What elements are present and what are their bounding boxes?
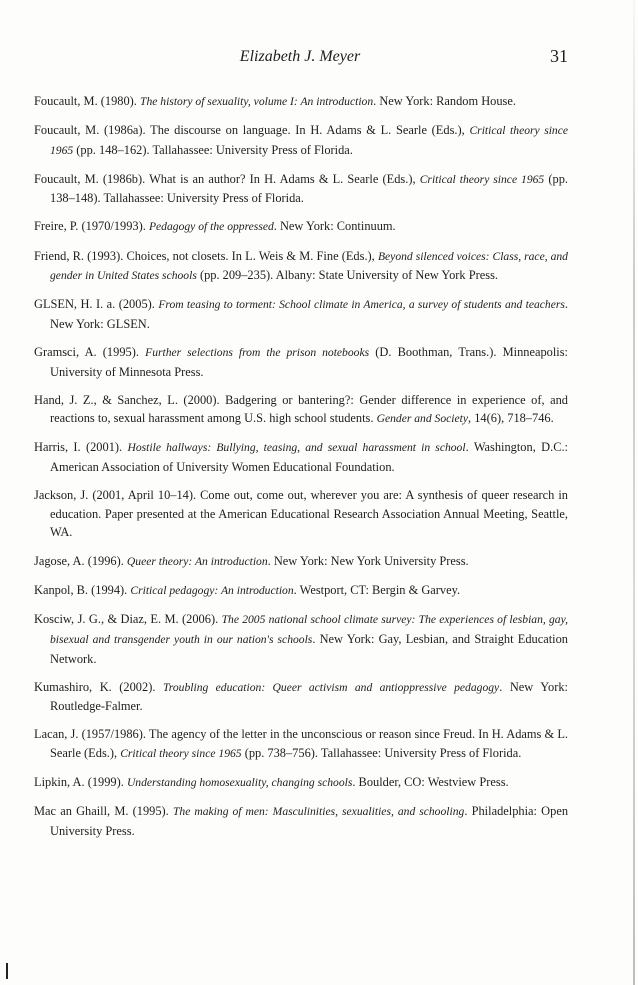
scan-edge-shadow xyxy=(633,0,635,985)
reference-entry: Lipkin, A. (1999). Understanding homosexuality, changing schools. Boulder, CO: Westview Press. xyxy=(34,775,509,790)
reference-entry: Foucault, M. (1986a). The discourse on language. In H. Adams & L. Searle (Eds.), Critical theory since 1965 (pp. 148–162). Tallahassee: University Press of Florida. xyxy=(34,123,569,157)
reference-entry: Kosciw, J. G., & Diaz, E. M. (2006). The 2005 national school climate survey: The experiences of lesbian, gay, bisexual and transgender youth in our nation's schools. New York: Gay, Lesbian, and Straight Education Network. xyxy=(34,612,569,666)
reference-entry: Foucault, M. (1986b). What is an author? In H. Adams & L. Searle (Eds.), Critical theory since 1965 (pp. 138–148). Tallahassee: University Press of Florida. xyxy=(34,171,568,206)
reference-entry: Gramsci, A. (1995). Further selections from the prison notebooks (D. Boothman, Trans.). Minneapolis: University of Minnesota Press. xyxy=(34,344,568,379)
scan-corner-mark xyxy=(6,963,8,979)
reference-entry: Hand, J. Z., & Sanchez, L. (2000). Badgering or bantering?: Gender difference in experience of, and reactions to, sexual harassment among U.S. high school students. Gender and Society, 14(6), 718–746. xyxy=(34,392,568,426)
reference-entry: Friend, R. (1993). Choices, not closets. In L. Weis & M. Fine (Eds.), Beyond silenced voices: Class, race, and gender in United States schools (pp. 209–235). Albany: State University of New York Press. xyxy=(34,248,568,283)
reference-entry: Harris, I. (2001). Hostile hallways: Bullying, teasing, and sexual harassment in school. Washington, D.C.: American Association of University Women Educational Foundation. xyxy=(34,440,569,474)
reference-entry: Foucault, M. (1980). The history of sexuality, volume I: An introduction. New York: Random House. xyxy=(34,94,516,108)
reference-entry: GLSEN, H. I. a. (2005). From teasing to torment: School climate in America, a survey of students and teachers. New York: GLSEN. xyxy=(34,297,568,331)
running-header-author: Elizabeth J. Meyer xyxy=(239,48,361,65)
reference-list xyxy=(34,92,568,850)
page-number: 31 xyxy=(550,46,568,66)
reference-entry: Jackson, J. (2001, April 10–14). Come out, come out, wherever you are: A synthesis of queer research in education. Paper presented at the American Educational Research Association Annual Meeting, Seattle, WA. xyxy=(34,488,568,540)
reference-entry: Jagose, A. (1996). Queer theory: An introduction. New York: New York University Press. xyxy=(34,554,469,569)
reference-entry: Kumashiro, K. (2002). Troubling education: Queer activism and antioppressive pedagogy. New York: Routledge-Falmer. xyxy=(34,679,568,714)
reference-entry: Freire, P. (1970/1993). Pedagogy of the oppressed. New York: Continuum. xyxy=(34,219,396,234)
reference-entry: Mac an Ghaill, M. (1995). The making of men: Masculinities, sexualities, and schooling. Philadelphia: Open University Press. xyxy=(34,804,569,838)
reference-entry: Lacan, J. (1957/1986). The agency of the letter in the unconscious or reason since Freud. In H. Adams & L. Searle (Eds.), Critical theory since 1965 (pp. 738–756). Tallahassee: University Press of Florida. xyxy=(34,727,568,761)
reference-entry: Kanpol, B. (1994). Critical pedagogy: An introduction. Westport, CT: Bergin & Garvey. xyxy=(34,583,461,598)
